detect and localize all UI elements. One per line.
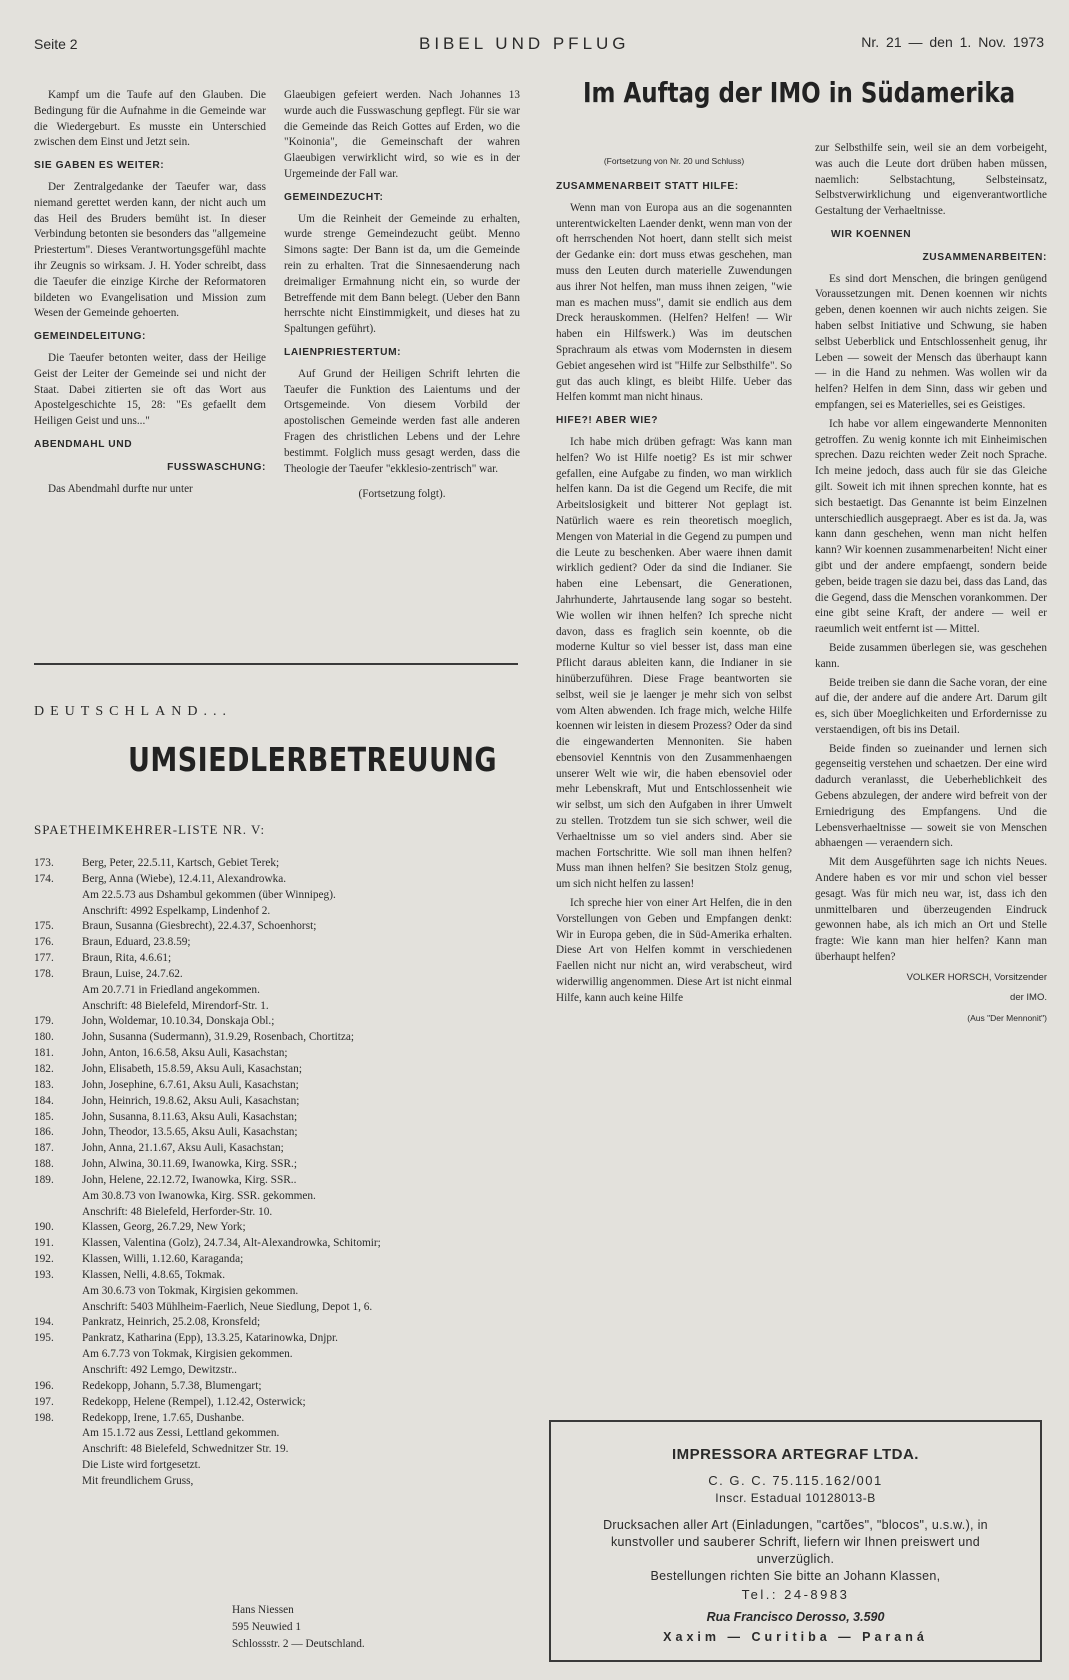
list-item-line: Braun, Susanna (Giesbrecht), 22.4.37, Schoenhorst;	[82, 920, 317, 933]
list-item	[34, 872, 514, 920]
paragraph: Beide treiben sie dann die Sache voran, der eine auf die, der andere auf die andere Art. Darum gilt es, sich über Moeglichkeiten und Erfordernisse zu verstaendigen, oft bis ins Detail.	[815, 676, 1047, 736]
list-item	[34, 1379, 514, 1395]
list-item	[34, 1157, 514, 1173]
list-item-line: Braun, Eduard, 23.8.59;	[82, 936, 191, 949]
list-item-line: Anschrift: 5403 Mühlheim-Faerlich, Neue Siedlung, Depot 1, 6.	[82, 1300, 373, 1313]
list-item-number: 178.	[34, 967, 54, 980]
list-item	[34, 1173, 514, 1221]
list-item-line: Am 22.5.73 aus Dshambul gekommen (über Winnipeg).	[82, 888, 336, 901]
list-item-line: Am 6.7.73 von Tokmak, Kirgisien gekommen.	[82, 1348, 293, 1361]
list-item	[34, 1411, 514, 1490]
list-item-line: John, Helene, 22.12.72, Iwanowka, Kirg. SSR..	[82, 1173, 297, 1186]
section-heading: ABENDMAHL UND	[34, 438, 133, 450]
list-item-line: Anschrift: 48 Bielefeld, Mirendorf-Str. 1.	[82, 999, 269, 1012]
newspaper-name: BIBEL UND PFLUG	[419, 34, 630, 53]
list-item	[34, 919, 514, 935]
paragraph: Es sind dort Menschen, die bringen genügend Voraussetzungen mit. Denen koennen wir nichts geben, denen koennen wir auch nichts zeigen. Sie haben selbst Initiative und Schwung, sie haben selbst Ueberblick und Entschlossenheit genug, ihr Leben — soweit der Mensch das überhaupt kann — in die Hand zu nehmen. Was wollen wir da helfen? Helfen in dem Sinn, dass wir geben und empfangen, sei es Materielles, sei es Geistiges.	[815, 272, 1047, 411]
list-item-number: 190.	[34, 1221, 54, 1234]
list-item-line: Redekopp, Johann, 5.7.38, Blumengart;	[82, 1379, 262, 1392]
paragraph: Ich habe mich drüben gefragt: Was kann man helfen? Wo ist Hilfe noetig? Es ist mir schwer gefallen, eine Aufgabe zu finden, wo man wirklich helfen kann. Da ist die Gegend um Recife, die mit Arbeitslosigkeit und bitterer Not geplagt ist. Natürlich waere es rein theoretisch moeglich, Mengen von Material in die Gegend zu pumpen und die Leute zu beschenken. Aber waere ihnen damit wirklich gedient? Oder da sind die Indianer. Sie haben eine Lebensart, die Generationen, Jahrhunderte, Jahrtausende lang sogar so besteht. Wie wollen wir ihnen helfen? Ich spreche nicht davon, dass es fraglich sein koennte, ob die moderne Kultur so viel besser ist, dass man eine Pflicht daraus ableiten kann, die Indianer in sie hinüberzuführen. Diese Frage beantworten sie selbst, weil sie je laenger je mehr sich von selbst vom Alten abwenden. Ich frage mich, welche Hilfe koennen wir leisten in diesem Prozess? Oder da sind die eingewanderten Mennoniten. Sie haben ebensoviel Kenntnis von den Zusammenhaengen unserer Welt wie wir, die haben ebensoviel oder mehr Lebenskraft, Mut und Entschlossenheit wie wir selbst, um sich den Aufgaben in ihrer Umwelt zu stellen. Trotzdem tun sie sich schwer, weil die Verhaeltnisse um so viel anders sind. Aber sie machen Fortschritte. Wie soll man ihnen helfen? Muss man ihnen helfen? Sie besitzen Stolz genug, um sich nicht helfen zu lassen!	[556, 435, 792, 891]
list-item-number: 185.	[34, 1110, 54, 1123]
list-item-line: Am 30.8.73 von Iwanowka, Kirg. SSR. gekommen.	[82, 1189, 316, 1202]
section-heading: HIFE?! ABER WIE?	[556, 415, 659, 427]
list-item-number: 191.	[34, 1237, 54, 1250]
list-item-line: John, Elisabeth, 15.8.59, Aksu Auli, Kasachstan;	[82, 1062, 302, 1075]
paragraph: Glaeubigen gefeiert werden. Nach Johannes 13 wurde auch die Fusswaschung gepflegt. Für sie war die Gemeinde das Reich Gottes auf Erden, wo die "Koinonia", die Gemeinschaft der wahren Glaeubigen verwirklicht wird, so wie es in der Urgemeinde der Fall war.	[284, 89, 520, 180]
section-heading: GEMEINDELEITUNG:	[34, 331, 147, 343]
list-item-line: Pankratz, Katharina (Epp), 13.3.25, Katarinowka, Dnjpr.	[82, 1332, 338, 1345]
ad-street: Rua Francisco Derosso, 3.590	[706, 1610, 885, 1624]
list-item	[34, 1094, 514, 1110]
ad-inscription: Inscr. Estadual 10128013-B	[715, 1491, 876, 1505]
paragraph: Die Taeufer betonten weiter, dass der Heilige Geist der Leiter der Gemeinde sei und nicht der Staat. Dabei zitierten sie oft das Wort aus Apostelgeschichte 15, 28: "Es gefaellt dem Heiligen Geist und uns..."	[34, 351, 266, 428]
list-item-line: Klassen, Georg, 26.7.29, New York;	[82, 1221, 246, 1234]
paragraph: Das Abendmahl durfte nur unter	[48, 482, 193, 495]
list-item-line: John, Heinrich, 19.8.62, Aksu Auli, Kasachstan;	[82, 1094, 300, 1107]
list-item-line: Redekopp, Helene (Rempel), 1.12.42, Osterwick;	[82, 1395, 306, 1408]
article-headline: Im Auftag der IMO in Südamerika	[583, 76, 1016, 109]
list-item	[34, 1078, 514, 1094]
paragraph: Mit dem Ausgeführten sage ich nichts Neues. Andere haben es vor mir und schon viel besser gesagt. Was für mich neu war, ist, dass ich den unmittelbaren und überzeugenden Eindruck gewonnen habe, als ich mich an Ort und Stelle fragte: Wie kann man hier helfen? Kann man überhaupt helfen?	[815, 856, 1047, 964]
list-item	[34, 1141, 514, 1157]
list-item-line: John, Alwina, 30.11.69, Iwanowka, Kirg. SSR.;	[82, 1158, 297, 1171]
ad-cgc: C. G. C. 75.115.162/001	[708, 1473, 883, 1488]
list-item-number: 195.	[34, 1332, 54, 1345]
list-item-number: 174.	[34, 872, 54, 885]
list-item	[34, 1062, 514, 1078]
list-item	[34, 1395, 514, 1411]
continuation-note: (Fortsetzung von Nr. 20 und Schluss)	[603, 156, 745, 166]
list-item-number: 198.	[34, 1411, 54, 1424]
list-item-line: Berg, Anna (Wiebe), 12.4.11, Alexandrowka.	[82, 872, 287, 885]
ad-order-note: Bestellungen richten Sie bitte an Johann Klassen,	[650, 1569, 941, 1583]
list-item-line: John, Woldemar, 10.10.34, Donskaja Obl.;	[82, 1015, 275, 1028]
section-heading: LAIENPRIESTERTUM:	[284, 346, 402, 358]
list-item-line: Braun, Rita, 4.6.61;	[82, 952, 172, 965]
signature-line: Hans Niessen	[232, 1604, 294, 1616]
list-item-number: 177.	[34, 952, 54, 965]
list-item-line: John, Josephine, 6.7.61, Aksu Auli, Kasachstan;	[82, 1078, 299, 1091]
list-item	[34, 1046, 514, 1062]
page-header	[34, 34, 1044, 58]
list-item-number: 192.	[34, 1253, 54, 1266]
list-item-line: Klassen, Nelli, 4.8.65, Tokmak.	[82, 1268, 226, 1281]
list-item	[34, 1252, 514, 1268]
list-item-line: Redekopp, Irene, 1.7.65, Dushanbe.	[82, 1411, 245, 1424]
source-note: (Aus "Der Mennonit")	[967, 1013, 1047, 1024]
list-item	[34, 856, 514, 872]
list-item-line: Berg, Peter, 22.5.11, Kartsch, Gebiet Terek;	[82, 857, 280, 869]
list-item-number: 180.	[34, 1031, 54, 1044]
paragraph: Auf Grund der Heiligen Schrift lehrten die Taeufer die Funktion des Laientums und der Ortsgemeinde. Von diesem Vorbild der apostolischen Gemeinde werden fast alle anderen Fragen des christlichen Lebens und der Lehre bestimmt. Folglich muss gesagt werden, dass die Theologie der Taeufer "ekklesio-zentrisch" war.	[284, 367, 520, 475]
section-heading: ZUSAMMENARBEIT STATT HILFE:	[556, 181, 739, 192]
paragraph: Um die Reinheit der Gemeinde zu erhalten, wurde strenge Gemeindezucht geübt. Menno Simons sagte: Der Bann ist da, um die Gemeinde rein zu erhalten. Trat die Sinnesaenderung nach dreimaliger Ermahnung nicht ein, so wurde der Betreffende mit dem Bann belegt. (Ueber den Bann herrschte nicht Einstimmigkeit, und dieses hat zu Spaltungen geführt).	[284, 212, 520, 336]
list-item	[34, 1220, 514, 1236]
ad-company-name: IMPRESSORA ARTEGRAF LTDA.	[672, 1446, 919, 1463]
list-title: SPAETHEIMKEHRER-LISTE NR. V:	[34, 822, 266, 837]
list-item	[34, 1315, 514, 1331]
section-divider	[34, 663, 518, 665]
list-item-number: 181.	[34, 1047, 54, 1060]
list-item	[34, 1125, 514, 1141]
list-item	[34, 1331, 514, 1379]
list-item-line: John, Theodor, 13.5.65, Aksu Auli, Kasachstan;	[82, 1126, 298, 1139]
list-item-number: 196.	[34, 1379, 54, 1392]
list-item-line: Anschrift: 48 Bielefeld, Schwednitzer Str. 19.	[82, 1443, 289, 1456]
article-column-4	[815, 141, 1047, 1027]
section-heading: SIE GABEN ES WEITER:	[34, 160, 165, 172]
list-item	[34, 1014, 514, 1030]
paragraph: Kampf um die Taufe auf den Glauben. Die Bedingung für die Aufnahme in die Gemeinde war die Wiedergeburt. Es musste ein Unterschied zwischen dem Einst und Jetzt sein.	[34, 89, 266, 149]
paragraph: Ich habe vor allem eingewanderte Mennoniten getroffen. Zu wenig konnte ich mit Einheimischen sprechen. Dazu reichten weder Zeit noch Sprache. Ich meine jedoch, dass auch für sie das Gleiche gilt. Soweit ich mit ihnen sprechen konnte, hat es sich bestaetigt. Das Genannte ist beim Einzelnen unterschiedlich ausgepraegt. Aber es ist da. Ja, was kann dann geschehen, wenn man nicht helfen kann? Wir koennen zusammenarbeiten! Nicht einer gibt und der andere empfaengt, sondern beide geben, beide tragen sie dazu bei, dass das Land, das die Gegend, dass die Menschen vorankommen. Der eine gibt seine Kraft, der andere — weil er raeumlich weit entfernt ist — Mittel.	[815, 417, 1047, 636]
list-item-number: 176.	[34, 936, 54, 949]
list-item	[34, 1236, 514, 1252]
list-item-line: Mit freundlichem Gruss,	[82, 1474, 194, 1487]
continued-note: (Fortsetzung folgt).	[358, 488, 446, 501]
list-item-line: John, Susanna, 8.11.63, Aksu Auli, Kasachstan;	[82, 1110, 298, 1123]
issue-date: Nr. 21 — den 1. Nov. 1973	[861, 34, 1044, 50]
list-item-line: Klassen, Valentina (Golz), 24.7.34, Alt-Alexandrowka, Schitomir;	[82, 1237, 381, 1250]
signature-line: 595 Neuwied 1	[232, 1621, 302, 1633]
list-item-number: 182.	[34, 1062, 54, 1075]
returnee-list	[34, 856, 514, 1490]
list-item-number: 187.	[34, 1142, 54, 1155]
list-item-number: 175.	[34, 920, 54, 933]
list-item-line: Braun, Luise, 24.7.62.	[82, 967, 183, 980]
list-item-line: John, Susanna (Sudermann), 31.9.29, Rosenbach, Chortitza;	[82, 1031, 355, 1044]
article-column-1	[34, 88, 266, 500]
section-heading: WIR KOENNEN	[831, 228, 912, 240]
list-item	[34, 935, 514, 951]
list-item-line: John, Anton, 16.6.58, Aksu Auli, Kasachstan;	[82, 1047, 288, 1060]
signature-block	[232, 1602, 365, 1653]
author-credit: VOLKER HORSCH, Vorsitzender	[906, 971, 1047, 983]
list-item	[34, 967, 514, 1015]
list-item-number: 193.	[34, 1268, 54, 1281]
author-credit: der IMO.	[1010, 991, 1047, 1003]
list-item-number: 173.	[34, 857, 54, 869]
list-item	[34, 1110, 514, 1126]
list-item-line: Anschrift: 4992 Espelkamp, Lindenhof 2.	[82, 904, 271, 917]
list-item-number: 197.	[34, 1395, 54, 1408]
section-heading: FUSSWASCHUNG:	[167, 461, 266, 473]
article-column-3	[556, 172, 792, 1010]
list-item-line: John, Anna, 21.1.67, Aksu Auli, Kasachstan;	[82, 1142, 284, 1155]
list-item	[34, 951, 514, 967]
list-item-number: 194.	[34, 1316, 54, 1329]
list-item-number: 179.	[34, 1015, 54, 1028]
list-item-line: Klassen, Willi, 1.12.60, Karaganda;	[82, 1253, 244, 1266]
list-item-number: 188.	[34, 1158, 54, 1171]
list-item-line: Pankratz, Heinrich, 25.2.08, Kronsfeld;	[82, 1316, 261, 1329]
section-heading: GEMEINDEZUCHT:	[284, 191, 384, 203]
paragraph: Wenn man von Europa aus an die sogenannten unterentwickelten Laender denkt, wenn man von der oft herrschenden Not hoert, dann stellt sich meist der Gedanke ein: dort muss etwas geschehen, man muss den Leuten durch materielle Zuwendungen aus ihrer Not helfen, man muss ihnen zeigen, "wie man es machen muss", damit sie endlich aus dem Dreck herauskommen. (Helfen? Helfen! — Wir haben ein Hilfswerk.) Was im deutschen Sprachraum als etwas vom Modernsten in diesem Gebiet angesehen wird ist "Hilfe zur Selbsthilfe". So gut das auch klingt, es bleibt Hilfe. Ueber das Helfen kommt man nicht hinaus.	[556, 201, 792, 404]
section-title: UMSIEDLERBETREUUNG	[128, 740, 498, 779]
list-item-line: Anschrift: 48 Bielefeld, Herforder-Str. 10.	[82, 1205, 273, 1218]
list-item-number: 189.	[34, 1173, 54, 1186]
list-item-line: Am 30.6.73 von Tokmak, Kirgisien gekommen.	[82, 1284, 299, 1297]
list-item	[34, 1030, 514, 1046]
article-column-2	[284, 88, 520, 506]
section-kicker: DEUTSCHLAND...	[34, 704, 232, 719]
advertisement-box	[549, 1420, 1042, 1662]
list-item	[34, 1268, 514, 1316]
paragraph: zur Selbsthilfe sein, weil sie an dem vorbeigeht, was auch die Leute dort drüben haben müssen, naemlich: Selbstachtung, Selbsteinsatz, Selbstverwirklichung und eigenverantwortliche Gestaltung der Verhaeltnisse.	[815, 142, 1047, 218]
list-item-number: 183.	[34, 1078, 54, 1091]
paragraph: Ich spreche hier von einer Art Helfen, die in den Vorstellungen von Geben und Empfangen denkt: Wir in Europa geben, die in Süd-Amerika erhalten. Diese Art von Helfen kommt in verschiedenen Faellen nicht nur nicht an, wird verabscheut, wird widerwillig angenommen. Diese Art ist nicht einmal Hilfe, kann auch keine Hilfe	[556, 897, 792, 1004]
page-number: Seite 2	[34, 36, 78, 52]
paragraph: Der Zentralgedanke der Taeufer war, dass niemand gerettet werden kann, der nicht auch um das Heil des Bruders bemüht ist. In dieser Verbindung betonten sie besonders das "allgemeine Priestertum". Dieses Verantwortungsgefühl machte ihr Zeugnis so wirksam. J. H. Yoder schreibt, dass die Taeufer die einzige Kirche der Reformatoren bildeten wo Evangelisation und Mission zum Wesen der Gemeinde gehoerten.	[34, 180, 266, 320]
list-item-line: Am 20.7.71 in Friedland angekommen.	[82, 983, 260, 996]
list-item-line: Die Liste wird fortgesetzt.	[82, 1459, 201, 1472]
list-item-line: Anschrift: 492 Lemgo, Dewitzstr..	[82, 1364, 237, 1376]
list-item-number: 184.	[34, 1094, 54, 1107]
list-item-number: 186.	[34, 1126, 54, 1139]
ad-telephone: Tel.: 24-8983	[741, 1587, 850, 1602]
paragraph: Beide zusammen überlegen sie, was geschehen kann.	[815, 641, 1047, 670]
ad-city: Xaxim — Curitiba — Paraná	[663, 1630, 928, 1644]
list-item-line: Am 15.1.72 aus Zessi, Lettland gekommen.	[82, 1427, 280, 1440]
signature-line: Schlossstr. 2 — Deutschland.	[232, 1638, 365, 1650]
ad-description: Drucksachen aller Art (Einladungen, "cartões", "blocos", u.s.w.), in kunstvoller und sauberer Schrift, liefern wir Ihnen preiswert und unverzüglich.	[603, 1518, 988, 1566]
paragraph: Beide finden so zueinander und lernen sich gegenseitig verstehen und schaetzen. Der eine wird dadurch veranlasst, die Ueberheblichkeit des Gebens abzulegen, der andere wird befreit von der Erniedrigung des Empfangens. Und die Lebensverhaeltnisse — soweit sie von Menschen abhaengen — veraendern sich.	[815, 742, 1047, 850]
section-heading: ZUSAMMENARBEITEN:	[922, 251, 1047, 263]
